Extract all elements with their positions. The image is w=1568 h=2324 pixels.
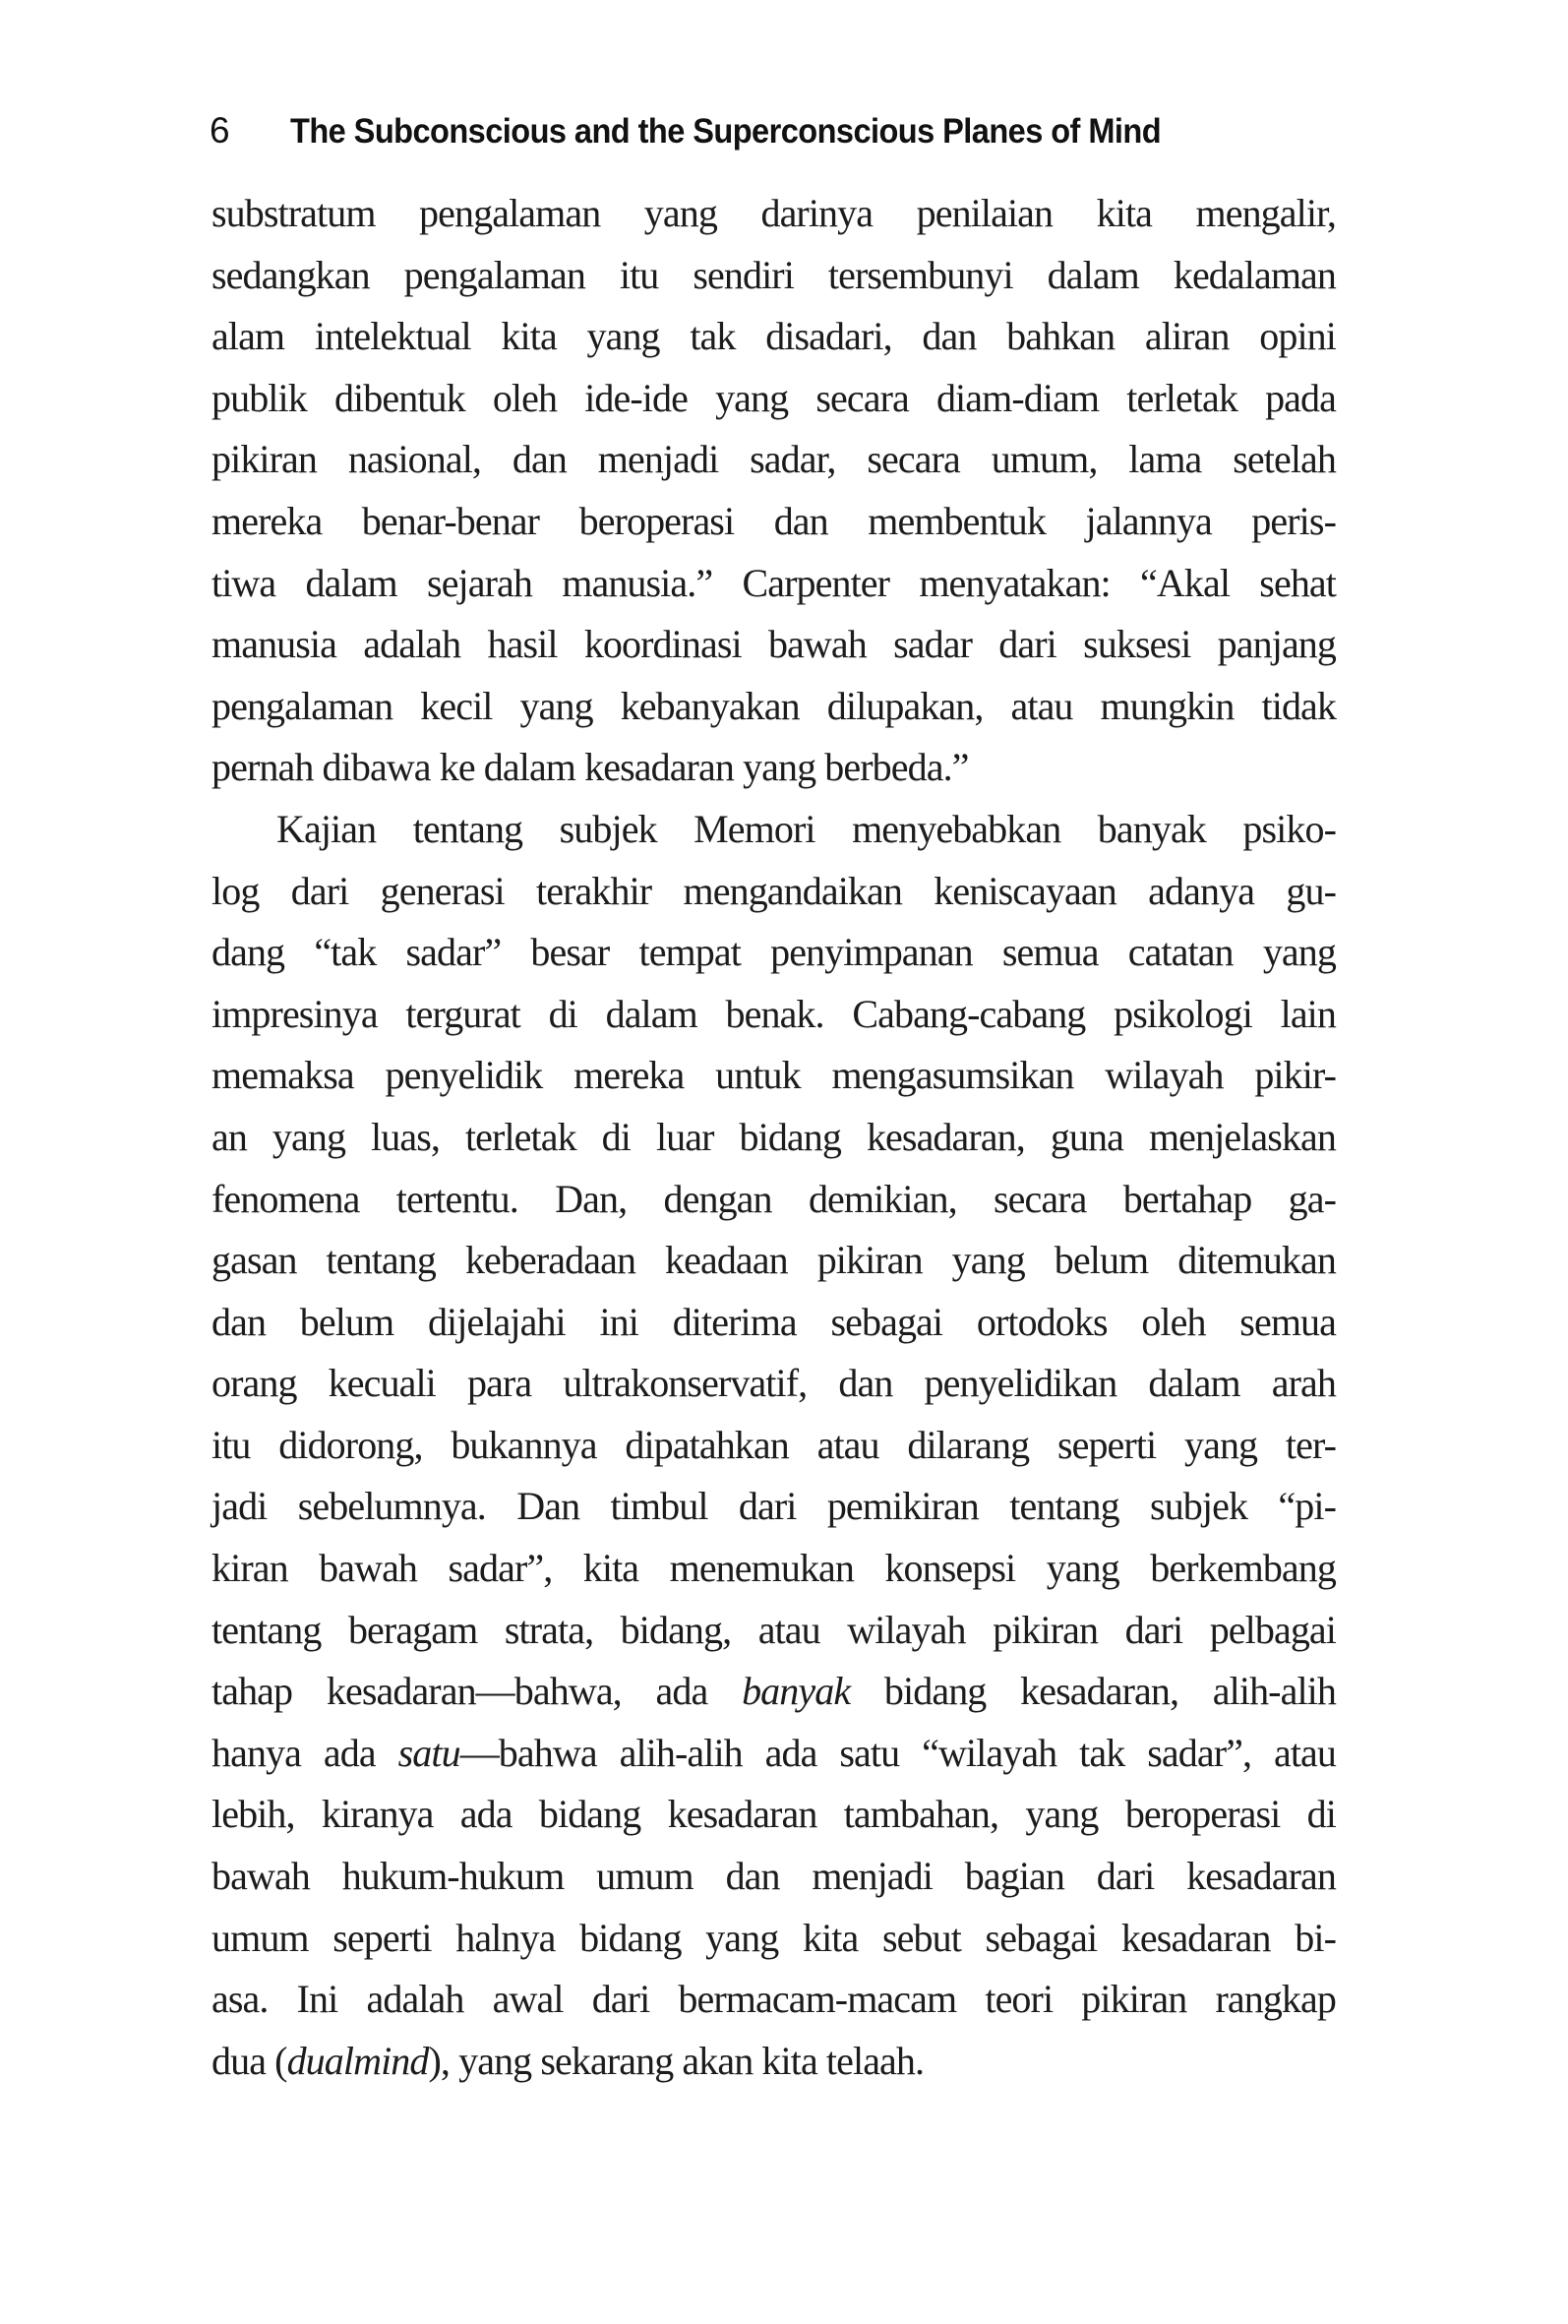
text-line: dan belum dijelajahi ini diterima sebagai ortodoks oleh semua — [211, 1299, 1336, 1344]
text-line — [211, 1661, 1336, 1723]
text-line: substratum pengalaman yang darinya penilaian kita mengalir, — [211, 191, 1336, 235]
text-line: kiran bawah sadar”, kita menemukan konsepsi yang berkembang — [211, 1546, 1336, 1591]
text-line: Kajian tentang subjek Memori menyebabkan banyak psiko- — [276, 806, 1336, 851]
text-line: impresinya tergurat di dalam benak. Cabang-cabang psikologi lain — [211, 991, 1336, 1036]
text-line: tiwa dalam sejarah manusia.” Carpenter menyatakan: “Akal sehat — [211, 560, 1336, 605]
paragraph-2 — [211, 799, 1336, 2092]
text-line: lebih, kiranya ada bidang kesadaran tambahan, yang beroperasi di — [211, 1792, 1336, 1837]
emphasis-banyak: banyak — [742, 1669, 851, 1714]
text-line: bawah hukum-hukum umum dan menjadi bagian dari kesadaran — [211, 1854, 1336, 1899]
page-number: 6 — [210, 110, 230, 151]
text-segment: hanya ada — [211, 1730, 398, 1775]
text-line: tentang beragam strata, bidang, atau wilayah pikiran dari pelbagai — [211, 1607, 1336, 1652]
text-line: jadi sebelumnya. Dan timbul dari pemikiran tentang subjek “pi- — [211, 1484, 1336, 1529]
text-line: mereka benar-benar beroperasi dan membentuk jalannya peris- — [211, 498, 1336, 543]
body-text — [211, 183, 1336, 2092]
text-line: log dari generasi terakhir mengandaikan keniscayaan adanya gu- — [211, 868, 1336, 913]
emphasis-dualmind: dualmind — [286, 2038, 429, 2083]
running-head — [210, 110, 1227, 159]
text-line: pengalaman kecil yang kebanyakan dilupakan, atau mungkin tidak — [211, 683, 1336, 728]
text-segment: tahap kesadaran—bahwa, ada — [211, 1669, 743, 1714]
text-line: fenomena tertentu. Dan, dengan demikian, secara bertahap ga- — [211, 1176, 1336, 1221]
running-title: The Subconscious and the Superconscious Planes of Mind — [290, 112, 1162, 151]
text-line: alam intelektual kita yang tak disadari, dan bahkan aliran opini — [211, 314, 1336, 359]
text-segment: —bahwa alih-alih ada satu “wilayah tak sadar”, atau — [459, 1730, 1336, 1775]
text-line: pikiran nasional, dan menjadi sadar, secara umum, lama setelah — [211, 437, 1336, 482]
text-segment: dua ( — [211, 2038, 287, 2083]
text-line: dang “tak sadar” besar tempat penyimpanan semua catatan yang — [211, 930, 1336, 975]
text-line: manusia adalah hasil koordinasi bawah sadar dari suksesi panjang — [211, 622, 1336, 667]
text-line: memaksa penyelidik mereka untuk mengasumsikan wilayah pikir- — [211, 1053, 1336, 1098]
text-line — [211, 2031, 1336, 2093]
emphasis-satu: satu — [397, 1730, 460, 1775]
text-line: orang kecuali para ultrakonservatif, dan penyelidikan dalam arah — [211, 1361, 1336, 1406]
text-segment: ), yang sekarang akan kita telaah. — [428, 2038, 925, 2083]
text-line: an yang luas, terletak di luar bidang kesadaran, guna menjelaskan — [211, 1114, 1336, 1159]
text-line: gasan tentang keberadaan keadaan pikiran yang belum ditemukan — [211, 1238, 1336, 1283]
text-line: sedangkan pengalaman itu sendiri tersembunyi dalam kedalaman — [211, 252, 1336, 297]
text-segment: bidang kesadaran, alih-alih — [850, 1669, 1336, 1714]
text-line: asa. Ini adalah awal dari bermacam-macam teori pikiran rangkap — [211, 1977, 1336, 2022]
text-line: pernah dibawa ke dalam kesadaran yang berbeda.” — [211, 745, 969, 790]
text-line — [211, 1723, 1336, 1785]
text-line: publik dibentuk oleh ide-ide yang secara diam-diam terletak pada — [211, 375, 1336, 420]
paragraph-1 — [211, 183, 1336, 799]
text-line: itu didorong, bukannya dipatahkan atau dilarang seperti yang ter- — [211, 1422, 1336, 1467]
text-line: umum seperti halnya bidang yang kita sebut sebagai kesadaran bi- — [211, 1915, 1336, 1960]
